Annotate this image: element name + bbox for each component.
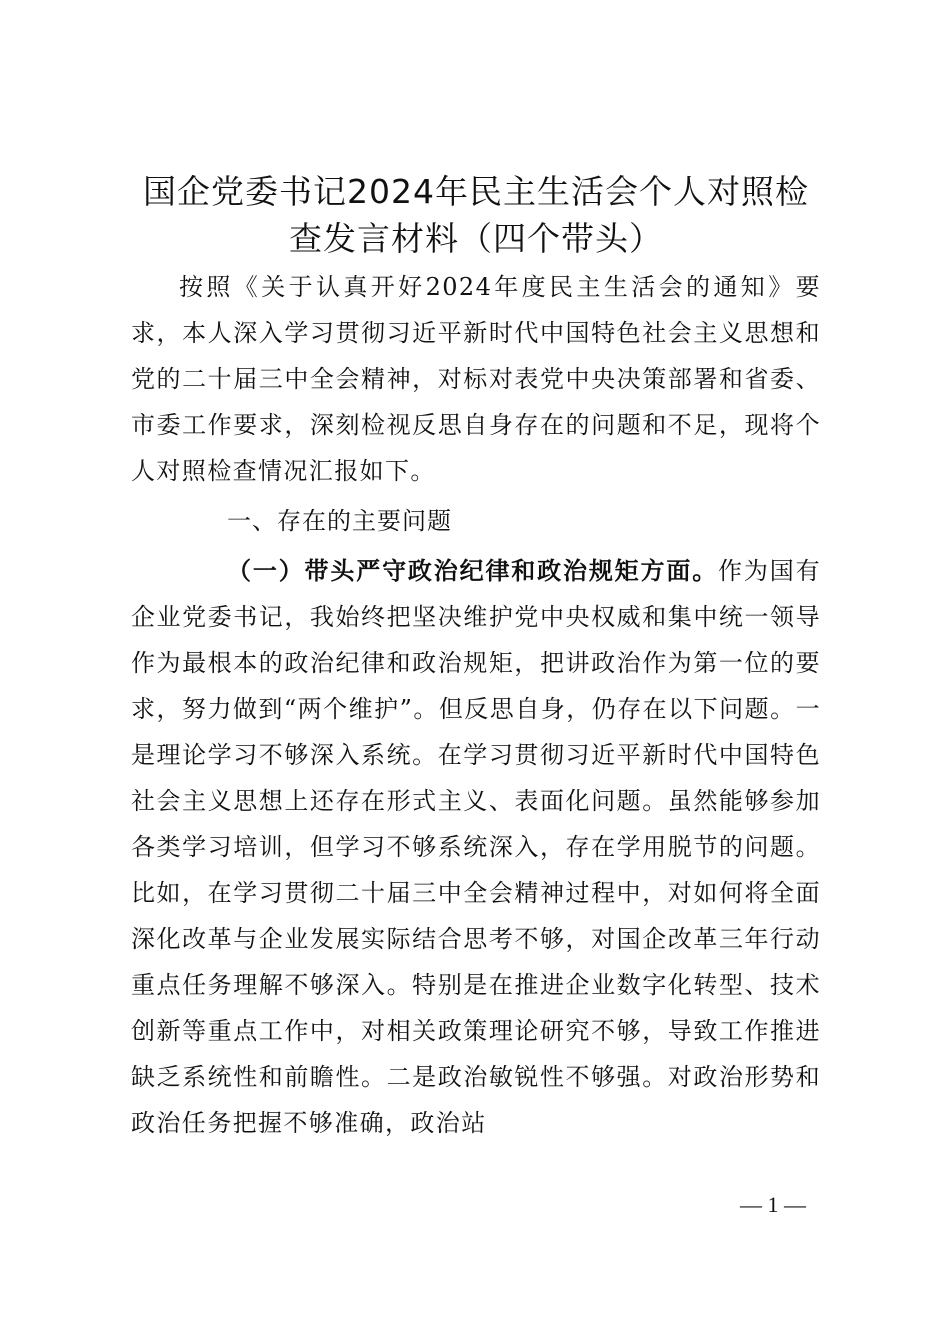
page-number: — 1 —: [740, 1192, 806, 1217]
title-line-1: 国企党委书记2024年民主生活会个人对照检: [143, 172, 809, 211]
section-heading: 一、存在的主要问题: [227, 507, 452, 535]
title-line-2: 查发言材料（四个带头）: [289, 219, 663, 258]
document-body: [131, 264, 821, 1146]
intro-paragraph: 按照《关于认真开好2024年度民主生活会的通知》要求，本人深入学习贯彻习近平新时代中国特色社会主义思想和党的二十届三中全会精神，对标对表党中央决策部署和省委、市委工作要求，深刻检视反思自身存在的问题和不足，现将个人对照检查情况汇报如下。: [131, 273, 821, 485]
subsection-paragraph: [131, 548, 821, 1146]
subsection-body: 作为国有企业党委书记，我始终把坚决维护党中央权威和集中统一领导作为最根本的政治纪律和政治规矩，把讲政治作为第一位的要求，努力做到“两个维护”。但反思自身，仍存在以下问题。一是理论学习不够深入系统。在学习贯彻习近平新时代中国特色社会主义思想上还存在形式主义、表面化问题。虽然能够参加各类学习培训，但学习不够系统深入，存在学用脱节的问题。比如，在学习贯彻二十届三中全会精神过程中，对如何将全面深化改革与企业发展实际结合思考不够，对国企改革三年行动重点任务理解不够深入。特别是在推进企业数字化转型、技术创新等重点工作中，对相关政策理论研究不够，导致工作推进缺乏系统性和前瞻性。二是政治敏锐性不够强。对政治形势和政治任务把握不够准确，政治站: [131, 557, 821, 1137]
subsection-heading: （一）带头严守政治纪律和政治规矩方面。: [227, 557, 719, 585]
document-title: [118, 168, 834, 262]
